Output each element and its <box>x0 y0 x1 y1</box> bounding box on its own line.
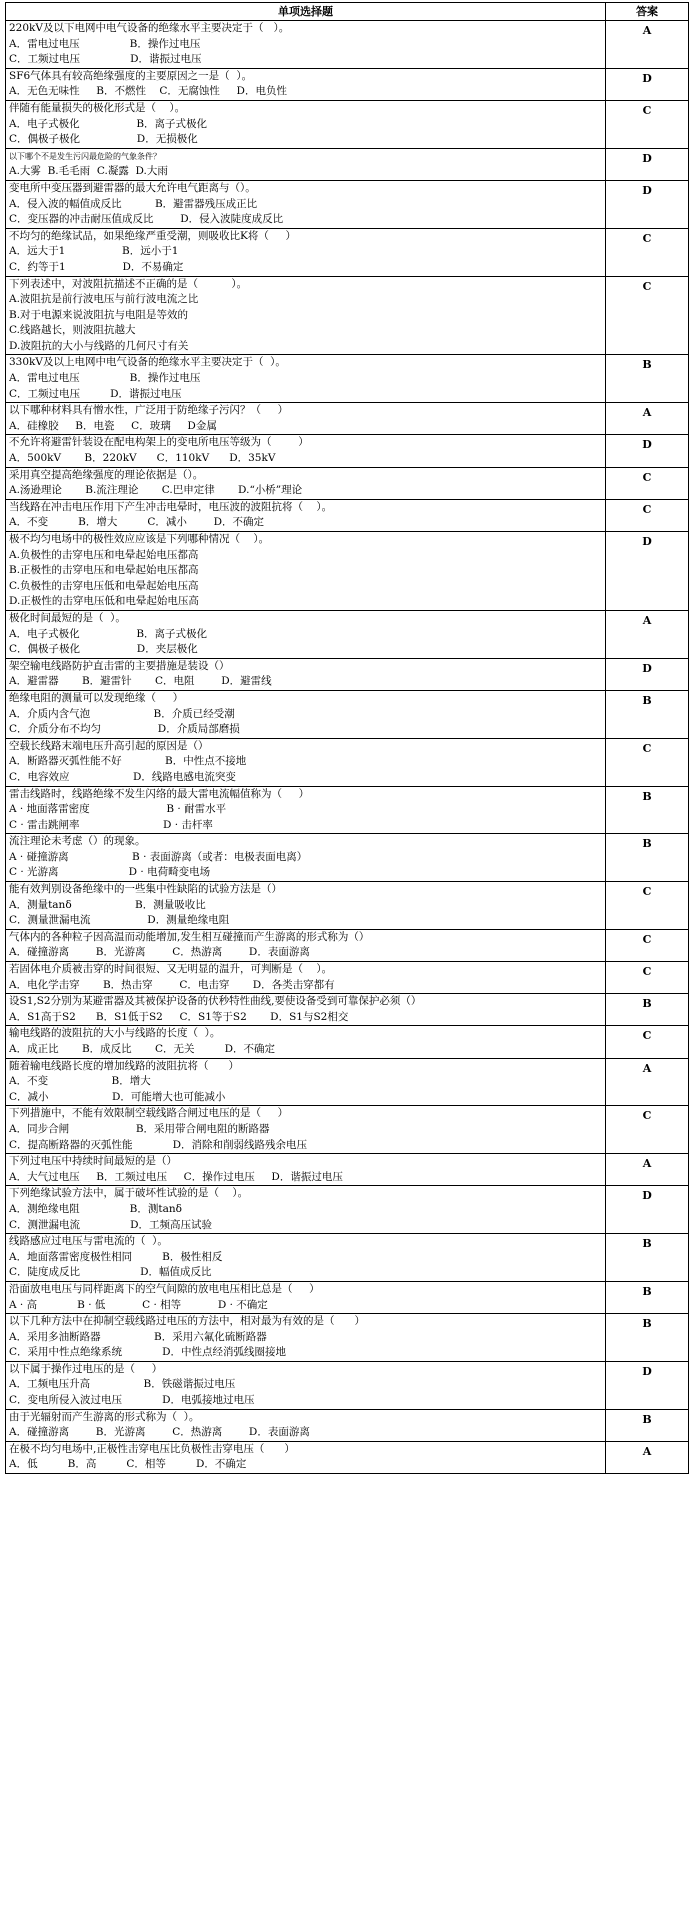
question-row <box>6 148 689 180</box>
question-stem: 当线路在冲击电压作用下产生冲击电晕时，电压波的波阻抗将（ ）。 <box>9 500 333 513</box>
option-line: A．雷电过电压 B．操作过电压 <box>9 372 201 385</box>
question-column-header: 单项选择题 <box>6 3 606 21</box>
answer-cell: C <box>606 882 689 930</box>
option-line: A.大雾 B.毛毛雨 C.凝露 D.大雨 <box>9 165 168 178</box>
question-row <box>6 610 689 658</box>
question-cell <box>6 738 606 786</box>
question-cell <box>6 499 606 531</box>
answer-cell: C <box>606 1106 689 1154</box>
question-cell <box>6 532 606 611</box>
question-row <box>6 100 689 148</box>
option-line: C．介质分布不均匀 D．介质局部磨损 <box>9 723 240 736</box>
question-row <box>6 658 689 690</box>
option-line: A．采用多油断路器 B．采用六氟化硫断路器 <box>9 1330 267 1343</box>
option-line: A．不变 B．增大 <box>9 1075 151 1088</box>
option-line: C．偶极子极化 D．无损极化 <box>9 133 198 146</box>
answer-cell: A <box>606 403 689 435</box>
question-cell <box>6 68 606 100</box>
question-row <box>6 690 689 738</box>
option-line: C.负极性的击穿电压低和电晕起始电压高 <box>9 579 199 592</box>
header-row <box>6 3 689 21</box>
option-line: A．电子式极化 B．离子式极化 <box>9 627 208 640</box>
question-row <box>6 1314 689 1362</box>
option-line: C．偶极子极化 D．夹层极化 <box>9 643 198 656</box>
answer-cell: C <box>606 962 689 994</box>
question-stem: 极化时间最短的是（ ）。 <box>9 611 126 624</box>
question-stem: 随着输电线路长度的增加线路的波阻抗将（ ） <box>9 1059 240 1072</box>
question-cell <box>6 1154 606 1186</box>
option-line: C．变电所侵入波过电压 D．电弧接地过电压 <box>9 1394 255 1407</box>
question-row <box>6 1186 689 1234</box>
option-line: C．测泄漏电流 D．工频高压试验 <box>9 1218 213 1231</box>
question-cell <box>6 403 606 435</box>
question-row <box>6 1441 689 1473</box>
question-stem: 采用真空提高绝缘强度的理论依据是（）。 <box>9 468 204 481</box>
question-row <box>6 1234 689 1282</box>
option-line: A．侵入波的幅值成反比 B．避雷器残压成正比 <box>9 197 258 210</box>
option-line: D.波阻抗的大小与线路的几何尺寸有关 <box>9 339 189 352</box>
question-stem: 沿面放电电压与同样距离下的空气间隙的放电电压相比总是（ ） <box>9 1282 320 1295</box>
question-stem: 变电所中变压器到避雷器的最大允许电气距离与（）。 <box>9 181 256 194</box>
question-list <box>6 21 689 1474</box>
question-stem: 伴随有能量损失的极化形式是（ ）。 <box>9 101 186 114</box>
question-cell <box>6 1361 606 1409</box>
answer-cell: D <box>606 1361 689 1409</box>
answer-cell: A <box>606 1441 689 1473</box>
question-cell <box>6 834 606 882</box>
question-cell <box>6 21 606 69</box>
answer-cell: A <box>606 610 689 658</box>
exam-sheet <box>5 2 688 1474</box>
answer-cell: D <box>606 532 689 611</box>
answer-cell: B <box>606 690 689 738</box>
option-line: A．地面落雷密度极性相同 B．极性相反 <box>9 1250 223 1263</box>
question-cell <box>6 1186 606 1234</box>
question-cell <box>6 882 606 930</box>
question-cell <box>6 355 606 403</box>
question-cell <box>6 228 606 276</box>
question-cell <box>6 929 606 961</box>
option-line: C.线路越长，则波阻抗越大 <box>9 324 136 337</box>
answer-cell: D <box>606 658 689 690</box>
option-line: A · 地面落雷密度 B · 耐雷水平 <box>9 803 227 816</box>
question-cell <box>6 690 606 738</box>
option-line: A · 碰撞游离 B · 表面游离（或者：电极表面电离） <box>9 850 308 863</box>
question-cell <box>6 1281 606 1313</box>
option-line: A．介质内含气泡 B．介质已经受潮 <box>9 707 235 720</box>
option-line: C．提高断路器的灭弧性能 D．消除和削弱线路残余电压 <box>9 1138 308 1151</box>
question-row <box>6 929 689 961</box>
question-row <box>6 882 689 930</box>
option-line: A．雷电过电压 B．操作过电压 <box>9 37 201 50</box>
option-line: A．500kV B．220kV C．110kV D．35kV <box>9 452 276 465</box>
option-line: D.正极性的击穿电压低和电晕起始电压高 <box>9 595 199 608</box>
option-line: A．无色无味性 B．不燃性 C．无腐蚀性 D．电负性 <box>9 85 287 98</box>
question-cell <box>6 435 606 467</box>
question-stem: 以下几种方法中在抑制空载线路过电压的方法中，相对最为有效的是（ ） <box>9 1315 366 1328</box>
option-line: A．成正比 B．成反比 C．无关 D．不确定 <box>9 1043 276 1055</box>
question-row <box>6 1154 689 1186</box>
question-stem: 设S1,S2分别为某避雷器及其被保护设备的伏秒特性曲线,要使设备受到可靠保护必须（） <box>9 995 422 1008</box>
option-line: A．低 B．高 C．相等 D．不确定 <box>9 1458 247 1471</box>
question-row <box>6 180 689 228</box>
question-stem: 空载长线路末端电压升高引起的原因是（） <box>9 739 209 752</box>
answer-cell: B <box>606 1409 689 1441</box>
answer-cell: B <box>606 994 689 1026</box>
option-line: A.负极性的击穿电压和电晕起始电压都高 <box>9 548 199 561</box>
question-stem: SF6气体具有较高绝缘强度的主要原因之一是（ ）。 <box>9 69 253 82</box>
answer-cell: B <box>606 1314 689 1362</box>
question-stem: 不允许将避雷针装设在配电构架上的变电所电压等级为（ ） <box>9 436 309 449</box>
answer-cell: C <box>606 1026 689 1058</box>
option-line: C．工频过电压 D．谐振过电压 <box>9 53 202 66</box>
option-line: C．减小 D．可能增大也可能减小 <box>9 1090 226 1103</box>
question-stem: 能有效判别设备绝缘中的一些集中性缺陷的试验方法是（） <box>9 883 282 896</box>
answer-cell: D <box>606 1186 689 1234</box>
option-line: A．不变 B．增大 C．减小 D．不确定 <box>9 516 265 529</box>
question-cell <box>6 276 606 355</box>
option-line: A．断路器灭弧性能不好 B．中性点不接地 <box>9 755 247 768</box>
answer-cell: D <box>606 148 689 180</box>
answer-cell: C <box>606 929 689 961</box>
question-stem: 绝缘电阻的测量可以发现绝缘（ ） <box>9 691 184 704</box>
question-stem: 以下哪个不是发生污闪最危险的气象条件？ <box>9 151 161 161</box>
option-line: A.汤逊理论 B.流注理论 C.巴申定律 D.“小桥”理论 <box>9 484 303 497</box>
answer-cell: B <box>606 834 689 882</box>
question-row <box>6 1409 689 1441</box>
question-stem: 气体内的各种粒子因高温而动能增加,发生相互碰撞而产生游离的形式称为（） <box>9 930 370 943</box>
answer-cell: B <box>606 1281 689 1313</box>
question-cell <box>6 962 606 994</box>
answer-cell: B <box>606 1234 689 1282</box>
question-stem: 220kV及以下电网中电气设备的绝缘水平主要决定于（ ）。 <box>9 22 290 34</box>
question-stem: 雷击线路时，线路绝缘不发生闪络的最大雷电流幅值称为（ ） <box>9 787 310 800</box>
question-cell <box>6 1026 606 1058</box>
question-stem: 若固体电介质被击穿的时间很短、又无明显的温升，可判断是（ ）。 <box>9 963 333 976</box>
answer-cell: C <box>606 100 689 148</box>
answer-cell: C <box>606 228 689 276</box>
option-line: C · 光游离 D · 电荷畸变电场 <box>9 866 211 879</box>
question-cell <box>6 1234 606 1282</box>
question-row <box>6 738 689 786</box>
question-row <box>6 68 689 100</box>
question-cell <box>6 786 606 834</box>
question-stem: 不均匀的绝缘试品，如果绝缘严重受潮，则吸收比K将（ ） <box>9 229 297 242</box>
question-stem: 下列表述中，对波阻抗描述不正确的是（ ）。 <box>9 277 248 290</box>
option-line: C．工频过电压 D．谐振过电压 <box>9 387 182 400</box>
question-row <box>6 1026 689 1058</box>
question-cell <box>6 467 606 499</box>
option-line: A．测绝缘电阻 B．测tanδ <box>9 1202 182 1215</box>
answer-column-header: 答案 <box>606 3 689 21</box>
option-line: C．陡度成反比 D．幅值成反比 <box>9 1266 212 1279</box>
option-line: B.对于电源来说波阻抗与电阻是等效的 <box>9 308 189 321</box>
question-stem: 由于光辐射而产生游离的形式称为（ ）。 <box>9 1410 200 1423</box>
question-stem: 以下哪种材料具有憎水性，广泛用于防绝缘子污闪？（ ） <box>9 404 289 417</box>
question-stem: 输电线路的波阻抗的大小与线路的长度（ ）。 <box>9 1027 221 1040</box>
answer-cell: B <box>606 355 689 403</box>
option-line: A．S1高于S2 B．S1低于S2 C．S1等于S2 D．S1与S2相交 <box>9 1010 349 1023</box>
question-row <box>6 532 689 611</box>
question-row <box>6 435 689 467</box>
option-line: A．工频电压升高 B．铁磁谐振过电压 <box>9 1378 236 1391</box>
question-cell <box>6 1441 606 1473</box>
option-line: A．硅橡胶 B．电瓷 C．玻璃 D金属 <box>9 419 217 432</box>
question-row <box>6 1281 689 1313</box>
answer-cell: D <box>606 68 689 100</box>
question-row <box>6 403 689 435</box>
question-row <box>6 834 689 882</box>
question-cell <box>6 180 606 228</box>
question-cell <box>6 610 606 658</box>
question-cell <box>6 1058 606 1106</box>
question-cell <box>6 1409 606 1441</box>
question-cell <box>6 994 606 1026</box>
question-cell <box>6 100 606 148</box>
question-cell <box>6 658 606 690</box>
option-line: A．测量tanδ B．测量吸收比 <box>9 898 206 911</box>
option-line: A．电化学击穿 B．热击穿 C．电击穿 D．各类击穿都有 <box>9 978 335 991</box>
question-stem: 以下属于操作过电压的是（ ） <box>9 1362 163 1375</box>
question-cell <box>6 1106 606 1154</box>
question-stem: 在极不均匀电场中,正极性击穿电压比负极性击穿电压（ ） <box>9 1442 295 1455</box>
question-row <box>6 355 689 403</box>
answer-cell: C <box>606 276 689 355</box>
question-row <box>6 467 689 499</box>
answer-cell: C <box>606 738 689 786</box>
question-table <box>5 2 689 1474</box>
answer-cell: C <box>606 499 689 531</box>
option-line: A．大气过电压 B．工频过电压 C．操作过电压 D．谐振过电压 <box>9 1170 343 1183</box>
option-line: C．测量泄漏电流 D．测量绝缘电阻 <box>9 914 230 927</box>
option-line: A．同步合闸 B．采用带合闸电阻的断路器 <box>9 1122 270 1135</box>
question-row <box>6 786 689 834</box>
question-row <box>6 1361 689 1409</box>
option-line: C．变压器的冲击耐压值成反比 D．侵入波陡度成反比 <box>9 213 284 226</box>
question-row <box>6 1058 689 1106</box>
answer-cell: A <box>606 1058 689 1106</box>
question-stem: 极不均匀电场中的极性效应应该是下列哪种情况（ ）。 <box>9 533 270 545</box>
option-line: A．碰撞游离 B．光游离 C．热游离 D．表面游离 <box>9 1426 310 1439</box>
option-line: A．电子式极化 B．离子式极化 <box>9 117 208 130</box>
question-stem: 架空输电线路防护直击雷的主要措施是装设（） <box>9 659 230 672</box>
question-row <box>6 994 689 1026</box>
option-line: C · 雷击跳闸率 D · 击杆率 <box>9 818 213 831</box>
option-line: A.波阻抗是前行波电压与前行波电流之比 <box>9 293 199 306</box>
option-line: C．电容效应 D．线路电感电流突变 <box>9 770 236 783</box>
option-line: C．采用中性点绝缘系统 D．中性点经消弧线圈接地 <box>9 1346 287 1359</box>
question-row <box>6 1106 689 1154</box>
answer-cell: C <box>606 467 689 499</box>
question-stem: 下列绝缘试验方法中，属于破坏性试验的是（ ）。 <box>9 1187 249 1200</box>
question-stem: 330kV及以上电网中电气设备的绝缘水平主要决定于（ ）。 <box>9 356 286 369</box>
answer-cell: A <box>606 1154 689 1186</box>
option-line: C．约等于1 D．不易确定 <box>9 260 184 273</box>
question-row <box>6 499 689 531</box>
question-cell <box>6 148 606 180</box>
answer-cell: D <box>606 435 689 467</box>
option-line: B.正极性的击穿电压和电晕起始电压都高 <box>9 564 199 577</box>
answer-cell: D <box>606 180 689 228</box>
option-line: A · 高 B · 低 C · 相等 D · 不确定 <box>9 1298 268 1311</box>
question-stem: 流注理论未考虑（）的现象。 <box>9 835 146 848</box>
answer-cell: A <box>606 21 689 69</box>
question-stem: 线路感应过电压与雷电流的（ ）。 <box>9 1235 168 1248</box>
answer-cell: B <box>606 786 689 834</box>
question-cell <box>6 1314 606 1362</box>
option-line: A．避雷器 B．避雷针 C．电阻 D．避雷线 <box>9 675 272 688</box>
question-stem: 下列措施中，不能有效限制空载线路合闸过电压的是（ ） <box>9 1107 289 1120</box>
question-row <box>6 21 689 69</box>
question-row <box>6 276 689 355</box>
question-row <box>6 228 689 276</box>
option-line: A．远大于1 B．远小于1 <box>9 245 179 258</box>
option-line: A．碰撞游离 B．光游离 C．热游离 D．表面游离 <box>9 946 310 959</box>
question-stem: 下列过电压中持续时间最短的是（） <box>9 1155 177 1168</box>
question-row <box>6 962 689 994</box>
